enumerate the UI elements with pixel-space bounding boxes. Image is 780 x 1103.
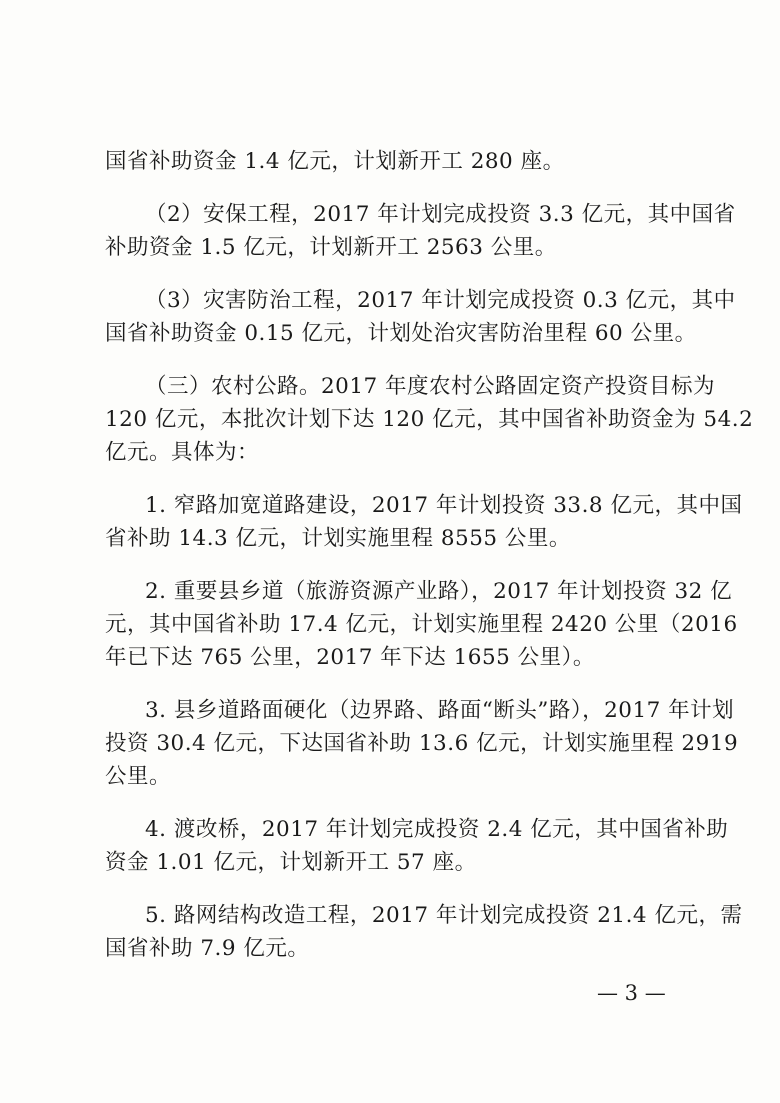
text-line-9: 1. 窄路加宽道路建设，2017 年计划投资 33.8 亿元，其中国 xyxy=(145,493,743,518)
text-line-4: （3）灾害防治工程，2017 年计划完成投资 0.3 亿元，其中 xyxy=(145,288,736,313)
text-line-8: 亿元。具体为： xyxy=(105,440,260,465)
text-line-13: 年已下达 765 公里，2017 年下达 1655 公里）。 xyxy=(105,645,595,670)
text-line-5: 国省补助资金 0.15 亿元，计划处治灾害防治里程 60 公里。 xyxy=(105,321,697,346)
text-line-16: 公里。 xyxy=(105,764,172,789)
text-line-6: （三）农村公路。2017 年度农村公路固定资产投资目标为 xyxy=(145,374,716,399)
text-line-18: 资金 1.01 亿元，计划新开工 57 座。 xyxy=(105,850,477,875)
text-line-19: 5. 路网结构改造工程，2017 年计划完成投资 21.4 亿元，需 xyxy=(145,903,743,928)
text-line-2: （2）安保工程，2017 年计划完成投资 3.3 亿元，其中国省 xyxy=(145,202,736,227)
text-line-15: 投资 30.4 亿元，下达国省补助 13.6 亿元，计划实施里程 2919 xyxy=(105,731,739,756)
text-line-14: 3. 县乡道路面硬化（边界路、路面“断头”路），2017 年计划 xyxy=(145,698,735,723)
text-line-12: 元，其中国省补助 17.4 亿元，计划实施里程 2420 公里（2016 xyxy=(105,612,738,637)
text-line-20: 国省补助 7.9 亿元。 xyxy=(105,936,310,961)
text-line-3: 补助资金 1.5 亿元，计划新开工 2563 公里。 xyxy=(105,235,557,260)
text-line-1: 国省补助资金 1.4 亿元，计划新开工 280 座。 xyxy=(105,149,565,174)
page-number: — 3 — xyxy=(597,981,666,1005)
text-line-17: 4. 渡改桥，2017 年计划完成投资 2.4 亿元，其中国省补助 xyxy=(145,817,729,842)
text-line-11: 2. 重要县乡道（旅游资源产业路），2017 年计划投资 32 亿 xyxy=(145,579,733,604)
text-line-10: 省补助 14.3 亿元，计划实施里程 8555 公里。 xyxy=(105,526,571,551)
text-line-7: 120 亿元，本批次计划下达 120 亿元，其中国省补助资金为 54.2 xyxy=(105,407,754,432)
